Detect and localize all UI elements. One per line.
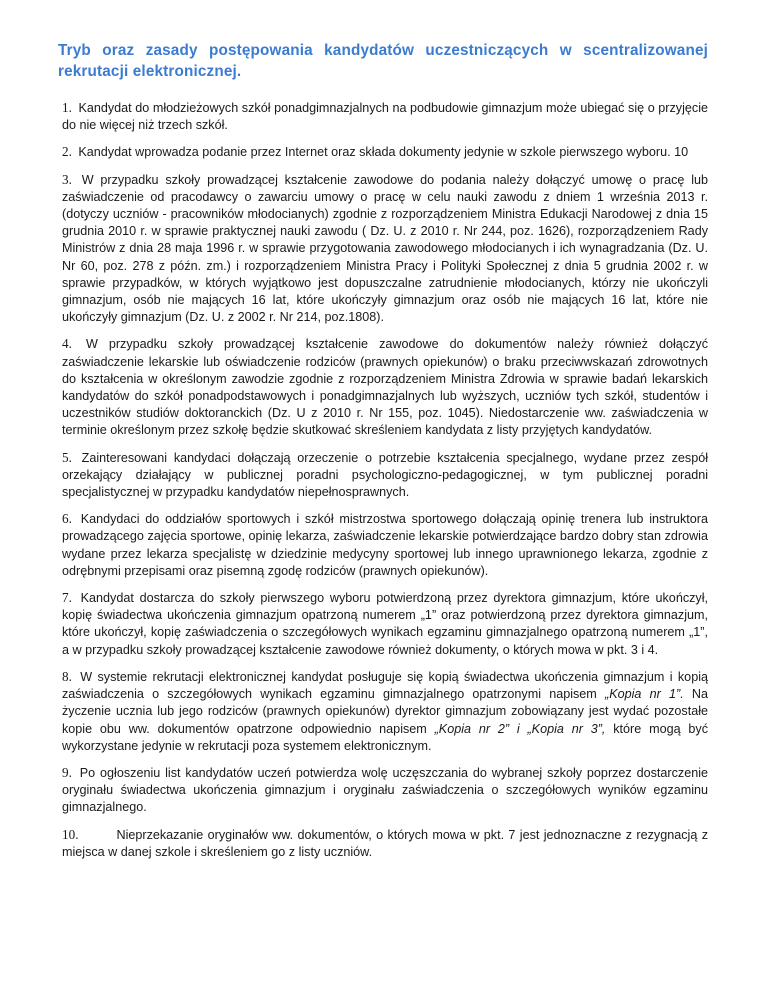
paragraph-number: 9. — [62, 764, 72, 780]
paragraph-number: 10. — [62, 826, 79, 842]
paragraph-number: 4. — [62, 336, 72, 352]
paragraph-italic-text: „Kopia nr 2” i „Kopia nr 3”, — [434, 721, 606, 736]
paragraph-8 — [62, 668, 708, 755]
paragraph-4 — [62, 335, 708, 439]
paragraph-text: W przypadku szkoły prowadzącej kształcenie zawodowe do podania należy dołączyć umowę o pracę lub zaświadczenie od pracodawcy o zawarciu umowy o pracę w celu nauki zawodu z dniem 1 września 2013 r. (dotyczy uczniów - pracowników młodocianych) zgodnie z rozporządzeniem Ministra Edukacji Narodowej z dnia 15 grudnia 2010 r. w sprawie praktycznej nauki zawodu ( Dz. U. z 2010 r. Nr 244, poz. 1626), rozporządzeniem Rady Ministrów z dnia 28 maja 1996 r. w sprawie przygotowania zawodowego młodocianych i ich wynagradzania (Dz. U. Nr 60, poz. 278 z późn. zm.) i rozporządzeniem Ministra Pracy i Polityki Społecznej z dnia 5 grudnia 2002 r. w sprawie przypadków, w których wyjątkowo jest dopuszczalne zatrudnienie młodocianych, którzy nie ukończyli gimnazjum, osób nie mających 16 lat, które ukończyły gimnazjum oraz osób nie mających 16 lat, które nie ukończyły gimnazjum (Dz. U. z 2002 r. Nr 214, poz.1808). — [62, 172, 709, 325]
paragraph-text: Zainteresowani kandydaci dołączają orzeczenie o potrzebie kształcenia specjalnego, wydane przez zespół orzekający działający w publicznej poradni psychologiczno-pedagogicznej, w tym publicznej poradni specjalistycznej w przypadku kandydatów niepełnosprawnych. — [62, 450, 709, 500]
paragraph-5 — [62, 449, 708, 502]
paragraph-text: Na życzenie ucznia lub jego rodziców (prawnych opiekunów) dyrektor gimnazjum zobowiązany jest wydać pozostałe kopie obu ww. dokumentów opatrzone odpowiednio napisem — [62, 687, 708, 736]
paragraph-number: 2. — [62, 144, 72, 160]
paragraph-text: W systemie rekrutacji elektronicznej kandydat posługuje się kopią świadectwa ukończenia gimnazjum i kopią zaświadczenia o szczegółowych wynikach egzaminu gimnazjalnego opatrzonymi napisem — [62, 669, 708, 702]
paragraph-text: Kandydat wprowadza podanie przez Internet oraz składa dokumenty jedynie w szkole pierwszego wyboru. 10 — [78, 145, 689, 160]
paragraph-10 — [62, 826, 708, 861]
paragraph-text: W przypadku szkoły prowadzącej kształcenie zawodowe do dokumentów należy również dołączyć zaświadczenie lekarskie lub oświadczenie rodziców (prawnych opiekunów) o braku przeciwwskazań zdrowotnych do kształcenia w określonym zawodzie zgodnie z rozporządzeniem Ministra Zdrowia w sprawie badań lekarskich kandydatów do szkół ponadpodstawowych i ponadgimnazjalnych lub wyższych, uczniów tych szkół, studentów i uczestników studiów doktoranckich (Dz. U z 2010 r. Nr 155, poz. 1045). Niedostarczenie ww. zaświadczenia w terminie określonym przez szkołę będzie skutkować skreśleniem kandydata z listy przyjętych kandydatów. — [62, 337, 708, 438]
paragraph-text: Nieprzekazanie oryginałów ww. dokumentów, o których mowa w pkt. 7 jest jednoznaczne z rezygnacją z miejsca w danej szkole i skreśleniem go z listy uczniów. — [62, 827, 708, 859]
paragraph-number: 6. — [62, 511, 72, 527]
paragraph-3 — [62, 171, 708, 327]
paragraph-italic-text: „Kopia nr 1”. — [605, 687, 684, 702]
paragraph-9 — [62, 764, 708, 817]
paragraph-number: 5. — [62, 449, 72, 465]
paragraph-1 — [62, 99, 708, 134]
paragraph-text: które mogą być wykorzystane jedynie w rekrutacji poza systemem elektronicznym. — [62, 721, 708, 753]
document-title: Tryb oraz zasady postępowania kandydatów uczestniczących w scentralizowanej rekrutacji elektronicznej. — [58, 42, 708, 80]
paragraph-text: Po ogłoszeniu list kandydatów uczeń potwierdza wolę uczęszczania do wybranej szkoły poprzez dostarczenie oryginału świadectwa ukończenia gimnazjum i oryginału zaświadczenia o szczegółowych wyników egzaminu gimnazjalnego. — [62, 765, 709, 815]
paragraph-6 — [62, 510, 708, 580]
paragraph-text: Kandydat do młodzieżowych szkół ponadgimnazjalnych na podbudowie gimnazjum może ubiegać się o przyjęcie do nie więcej niż trzech szkół. — [62, 101, 708, 133]
paragraph-text: Kandydaci do oddziałów sportowych i szkół mistrzostwa sportowego dołączają opinię trenera lub instruktora prowadzącego zajęcia sportowe, opinię lekarza, zaświadczenie lekarskie potwierdzające bardzo dobry stan zdrowia wydane przez lekarza specjalistę w dziedzinie medycyny sportowej lub innego uprawnionego lekarza, zgodnie z odrębnymi przepisami oraz pisemną zgodę rodziców (prawnych opiekunów). — [62, 512, 708, 578]
paragraph-number: 1. — [62, 100, 72, 115]
paragraph-number: 7. — [62, 590, 72, 606]
paragraph-text: Kandydat dostarcza do szkoły pierwszego wyboru potwierdzoną przez dyrektora gimnazjum, które ukończył, kopię świadectwa ukończenia gimnazjum opatrzoną numerem „1” oraz potwierdzoną przez dyrektora gimnazjum, które ukończył, kopię zaświadczenia o szczegółowych wynikach egzaminu gimnazjalnego opatrzoną numerem „1”, a w przypadku szkoły prowadzącej kształcenie zawodowe również dokumenty, o których mowa w pkt. 3 i 4. — [62, 591, 709, 657]
paragraph-7 — [62, 589, 708, 659]
paragraph-number: 8. — [62, 668, 72, 684]
paragraph-2 — [62, 143, 708, 161]
paragraph-number: 3. — [62, 171, 72, 187]
